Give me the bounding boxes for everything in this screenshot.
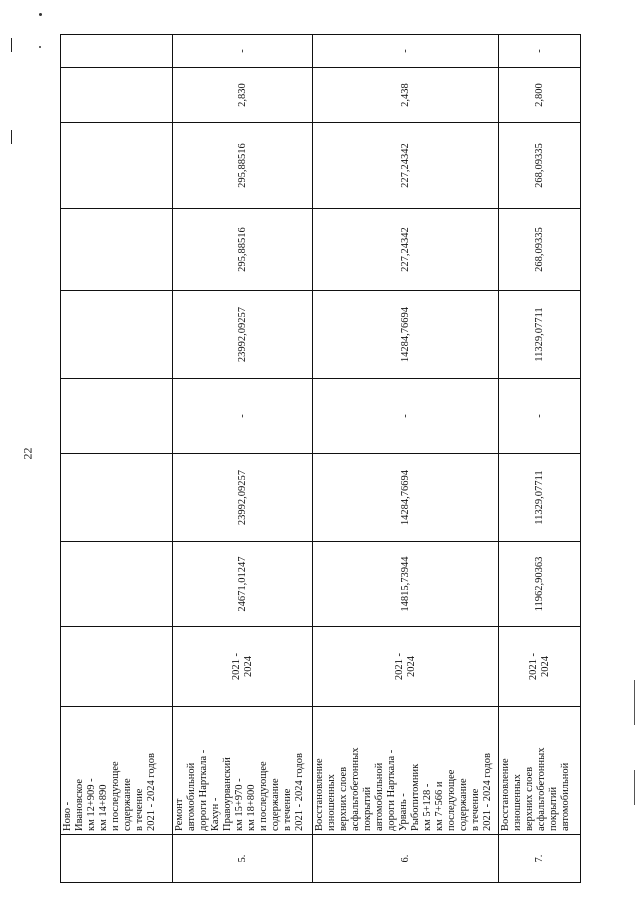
table-row: [61, 35, 173, 883]
table-row: [173, 35, 313, 883]
value-cell: 23992,09257: [173, 454, 313, 542]
value-cell: 11329,07711: [499, 454, 581, 542]
table-row: [499, 35, 581, 883]
value-cell: [61, 68, 173, 123]
row-number: 5.: [173, 835, 313, 883]
scan-mark: [11, 130, 12, 144]
value-cell: -: [173, 35, 313, 68]
row-number: 7.: [499, 835, 581, 883]
value-cell: [61, 209, 173, 291]
value-cell: 227,24342: [313, 123, 499, 209]
value-cell: 11329,07711: [499, 291, 581, 379]
value-cell: [61, 454, 173, 542]
table-row: [313, 35, 499, 883]
value-cell: -: [499, 379, 581, 454]
object-name: Восстановление изношенных верхних слоев асфальтобетонных покрытий автомобильной: [499, 707, 581, 835]
rotated-table-wrapper: [60, 37, 580, 883]
period-cell: 2021 - 2024: [173, 627, 313, 707]
row-number: [61, 835, 173, 883]
value-cell: [61, 123, 173, 209]
period-cell: 2021 - 2024: [313, 627, 499, 707]
page-number: 22: [20, 447, 35, 460]
value-cell: 295,88516: [173, 123, 313, 209]
data-table: [60, 34, 581, 883]
scan-dot: [39, 46, 41, 48]
value-cell: [61, 379, 173, 454]
scan-mark: [634, 770, 635, 805]
value-cell: [61, 542, 173, 627]
value-cell: 2,800: [499, 68, 581, 123]
object-name: Восстановление изношенных верхних слоев асфальтобетонных покрытий автомобильной дороги Нарткала - Урвань - Рыбопитомник км 5+128 - км 7+566 и последующее содержание в течение 2021 - 2024 годов: [313, 707, 499, 835]
scan-mark: [11, 38, 12, 52]
object-name: Ремонт автомобильной дороги Нарткала - Кахун - Правоурванский км 15+970 - км 18+800 и последующее содержание в течение 2021 - 2024 годов: [173, 707, 313, 835]
value-cell: 24671,01247: [173, 542, 313, 627]
period-cell: 2021 - 2024: [499, 627, 581, 707]
value-cell: -: [313, 35, 499, 68]
scan-mark: [634, 680, 635, 725]
value-cell: 11962,90363: [499, 542, 581, 627]
table-body: [61, 35, 581, 883]
value-cell: 14284,76694: [313, 454, 499, 542]
value-cell: 268,09335: [499, 123, 581, 209]
row-number: 6.: [313, 835, 499, 883]
value-cell: [61, 35, 173, 68]
value-cell: 2,830: [173, 68, 313, 123]
value-cell: 14284,76694: [313, 291, 499, 379]
value-cell: -: [173, 379, 313, 454]
period-cell: [61, 627, 173, 707]
value-cell: -: [313, 379, 499, 454]
value-cell: 227,24342: [313, 209, 499, 291]
value-cell: -: [499, 35, 581, 68]
value-cell: 23992,09257: [173, 291, 313, 379]
value-cell: 268,09335: [499, 209, 581, 291]
value-cell: [61, 291, 173, 379]
value-cell: 295,88516: [173, 209, 313, 291]
scan-dot: [39, 13, 42, 16]
value-cell: 14815,73944: [313, 542, 499, 627]
value-cell: 2,438: [313, 68, 499, 123]
object-name: Ново - Ивановское км 12+909 - км 14+890 и последующее содержание в течение 2021 - 2024 годов: [61, 707, 173, 835]
